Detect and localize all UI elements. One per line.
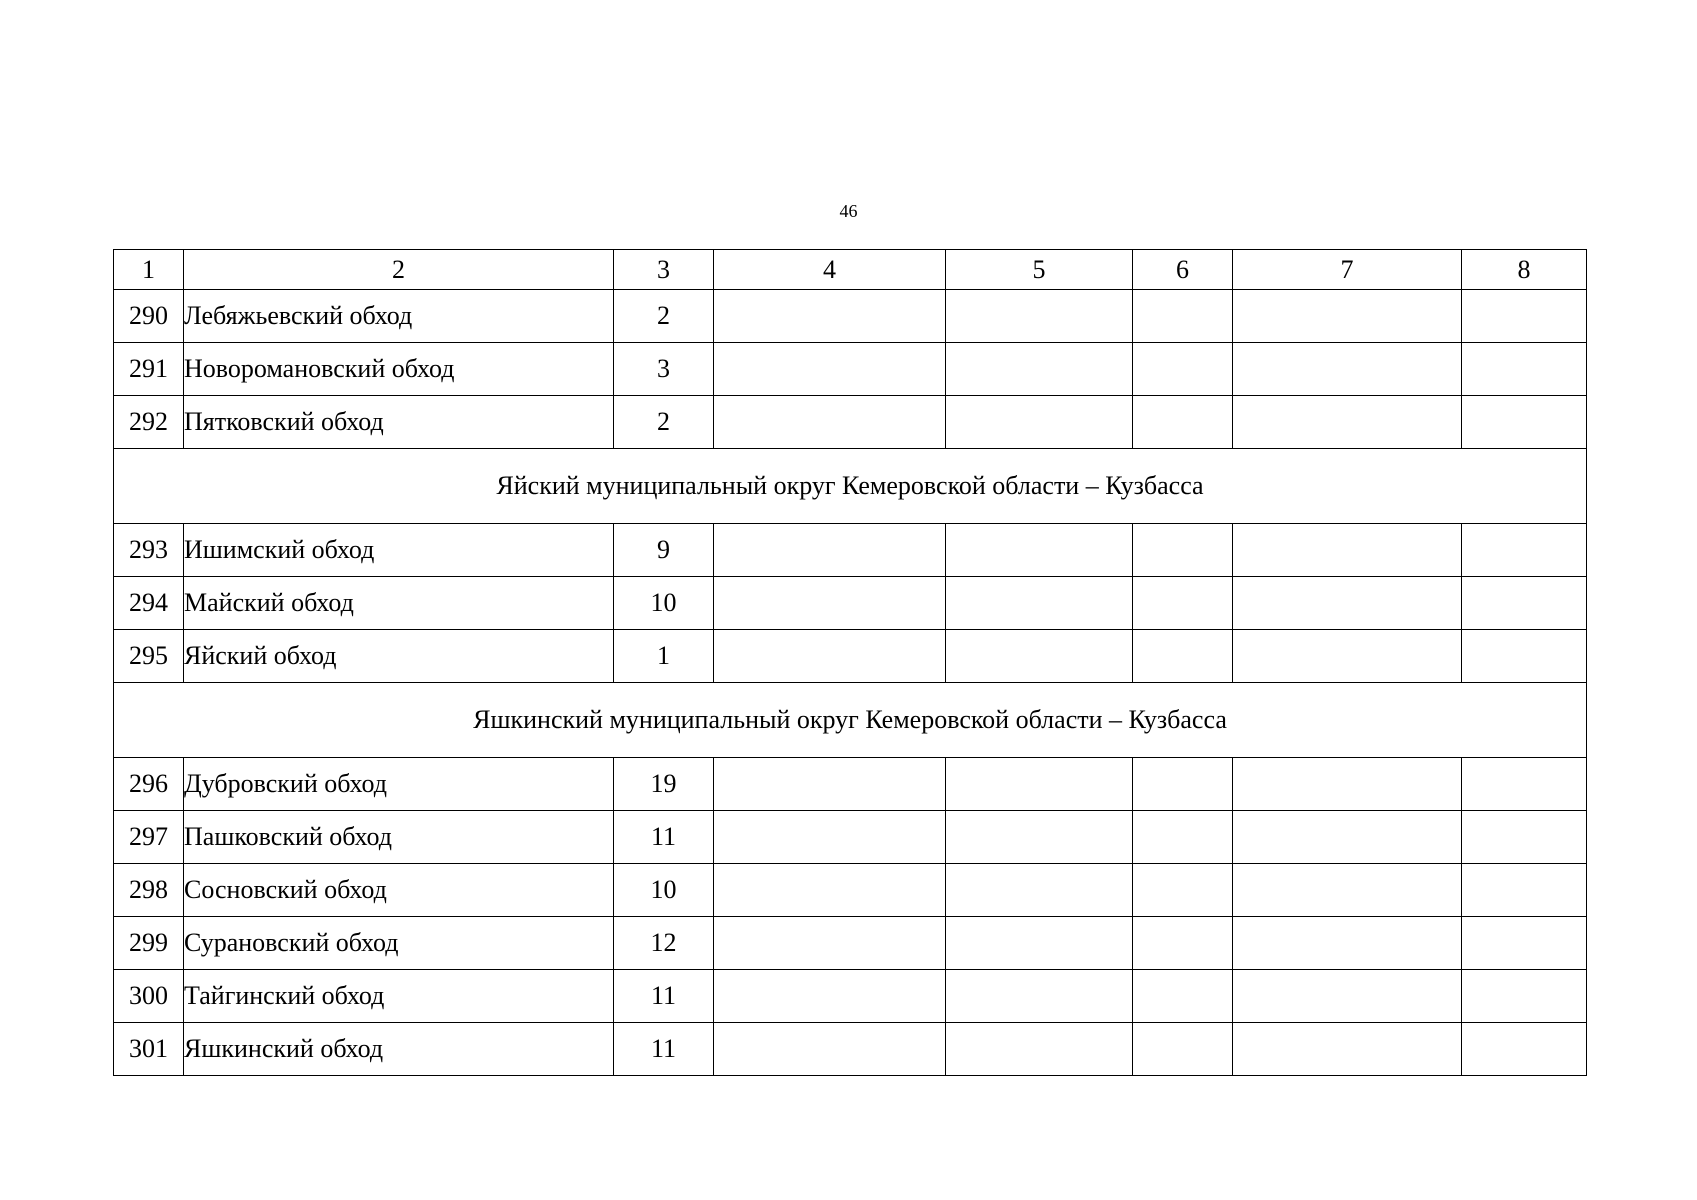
row-name-cell: Тайгинский обход [184, 970, 614, 1023]
row-value-cell: 9 [614, 524, 714, 577]
row-name-cell: Новоромановский обход [184, 343, 614, 396]
column-header-7: 7 [1233, 250, 1462, 290]
table-row [114, 758, 1587, 811]
empty-cell-col-5 [946, 1023, 1133, 1076]
empty-cell-col-4 [714, 1023, 946, 1076]
empty-cell-col-5 [946, 290, 1133, 343]
empty-cell-col-6 [1133, 524, 1233, 577]
empty-cell-col-4 [714, 864, 946, 917]
empty-cell-col-5 [946, 864, 1133, 917]
empty-cell-col-8 [1462, 290, 1587, 343]
table-row [114, 630, 1587, 683]
empty-cell-col-5 [946, 396, 1133, 449]
empty-cell-col-8 [1462, 577, 1587, 630]
row-value-cell: 1 [614, 630, 714, 683]
section-title: Яшкинский муниципальный округ Кемеровской области – Кузбасса [114, 683, 1587, 758]
page-number: 46 [839, 201, 858, 221]
table-row [114, 290, 1587, 343]
empty-cell-col-7 [1233, 290, 1462, 343]
row-number-cell: 299 [114, 917, 184, 970]
empty-cell-col-8 [1462, 630, 1587, 683]
row-number-cell: 291 [114, 343, 184, 396]
table-row [114, 970, 1587, 1023]
column-header-6: 6 [1133, 250, 1233, 290]
empty-cell-col-7 [1233, 1023, 1462, 1076]
empty-cell-col-6 [1133, 290, 1233, 343]
row-number-cell: 290 [114, 290, 184, 343]
empty-cell-col-7 [1233, 970, 1462, 1023]
empty-cell-col-4 [714, 758, 946, 811]
section-header-row [114, 683, 1587, 758]
row-number-cell: 296 [114, 758, 184, 811]
row-name-cell: Пятковский обход [184, 396, 614, 449]
row-number-cell: 292 [114, 396, 184, 449]
row-value-cell: 11 [614, 970, 714, 1023]
table-row [114, 343, 1587, 396]
empty-cell-col-7 [1233, 524, 1462, 577]
empty-cell-col-6 [1133, 970, 1233, 1023]
column-header-8: 8 [1462, 250, 1587, 290]
empty-cell-col-7 [1233, 758, 1462, 811]
data-table [113, 249, 1587, 1076]
row-value-cell: 10 [614, 864, 714, 917]
row-number-cell: 294 [114, 577, 184, 630]
column-header-1: 1 [114, 250, 184, 290]
row-name-cell: Яйский обход [184, 630, 614, 683]
row-number-cell: 295 [114, 630, 184, 683]
empty-cell-col-8 [1462, 917, 1587, 970]
column-header-3: 3 [614, 250, 714, 290]
row-value-cell: 19 [614, 758, 714, 811]
row-number-cell: 300 [114, 970, 184, 1023]
row-name-cell: Дубровский обход [184, 758, 614, 811]
empty-cell-col-7 [1233, 917, 1462, 970]
table-row [114, 1023, 1587, 1076]
table-row [114, 811, 1587, 864]
table-row [114, 577, 1587, 630]
empty-cell-col-4 [714, 917, 946, 970]
row-name-cell: Сурановский обход [184, 917, 614, 970]
table-row [114, 917, 1587, 970]
empty-cell-col-7 [1233, 811, 1462, 864]
row-number-cell: 298 [114, 864, 184, 917]
table-row [114, 864, 1587, 917]
empty-cell-col-7 [1233, 577, 1462, 630]
empty-cell-col-5 [946, 630, 1133, 683]
row-number-cell: 301 [114, 1023, 184, 1076]
empty-cell-col-4 [714, 630, 946, 683]
column-header-4: 4 [714, 250, 946, 290]
row-name-cell: Лебяжьевский обход [184, 290, 614, 343]
row-number-cell: 293 [114, 524, 184, 577]
column-header-2: 2 [184, 250, 614, 290]
empty-cell-col-5 [946, 758, 1133, 811]
empty-cell-col-6 [1133, 758, 1233, 811]
empty-cell-col-6 [1133, 396, 1233, 449]
empty-cell-col-5 [946, 811, 1133, 864]
empty-cell-col-8 [1462, 970, 1587, 1023]
empty-cell-col-8 [1462, 758, 1587, 811]
row-value-cell: 2 [614, 290, 714, 343]
empty-cell-col-6 [1133, 1023, 1233, 1076]
empty-cell-col-4 [714, 577, 946, 630]
empty-cell-col-6 [1133, 864, 1233, 917]
row-value-cell: 11 [614, 811, 714, 864]
empty-cell-col-5 [946, 524, 1133, 577]
empty-cell-col-6 [1133, 630, 1233, 683]
table-row [114, 524, 1587, 577]
empty-cell-col-5 [946, 970, 1133, 1023]
empty-cell-col-4 [714, 343, 946, 396]
empty-cell-col-7 [1233, 396, 1462, 449]
row-number-cell: 297 [114, 811, 184, 864]
empty-cell-col-8 [1462, 524, 1587, 577]
empty-cell-col-8 [1462, 396, 1587, 449]
empty-cell-col-6 [1133, 577, 1233, 630]
empty-cell-col-8 [1462, 864, 1587, 917]
empty-cell-col-4 [714, 524, 946, 577]
empty-cell-col-4 [714, 396, 946, 449]
row-name-cell: Ишимский обход [184, 524, 614, 577]
column-number-header-row [114, 250, 1587, 290]
table-row [114, 396, 1587, 449]
empty-cell-col-4 [714, 290, 946, 343]
empty-cell-col-6 [1133, 343, 1233, 396]
column-header-5: 5 [946, 250, 1133, 290]
empty-cell-col-8 [1462, 343, 1587, 396]
empty-cell-col-5 [946, 917, 1133, 970]
row-name-cell: Пашковский обход [184, 811, 614, 864]
section-title: Яйский муниципальный округ Кемеровской области – Кузбасса [114, 449, 1587, 524]
row-value-cell: 12 [614, 917, 714, 970]
row-value-cell: 10 [614, 577, 714, 630]
row-value-cell: 2 [614, 396, 714, 449]
row-name-cell: Сосновский обход [184, 864, 614, 917]
empty-cell-col-5 [946, 577, 1133, 630]
empty-cell-col-8 [1462, 1023, 1587, 1076]
row-name-cell: Яшкинский обход [184, 1023, 614, 1076]
empty-cell-col-4 [714, 811, 946, 864]
empty-cell-col-7 [1233, 630, 1462, 683]
empty-cell-col-7 [1233, 343, 1462, 396]
table-body [114, 250, 1587, 1076]
empty-cell-col-4 [714, 970, 946, 1023]
empty-cell-col-8 [1462, 811, 1587, 864]
empty-cell-col-6 [1133, 917, 1233, 970]
row-value-cell: 11 [614, 1023, 714, 1076]
empty-cell-col-5 [946, 343, 1133, 396]
empty-cell-col-7 [1233, 864, 1462, 917]
row-name-cell: Майский обход [184, 577, 614, 630]
row-value-cell: 3 [614, 343, 714, 396]
section-header-row [114, 449, 1587, 524]
empty-cell-col-6 [1133, 811, 1233, 864]
